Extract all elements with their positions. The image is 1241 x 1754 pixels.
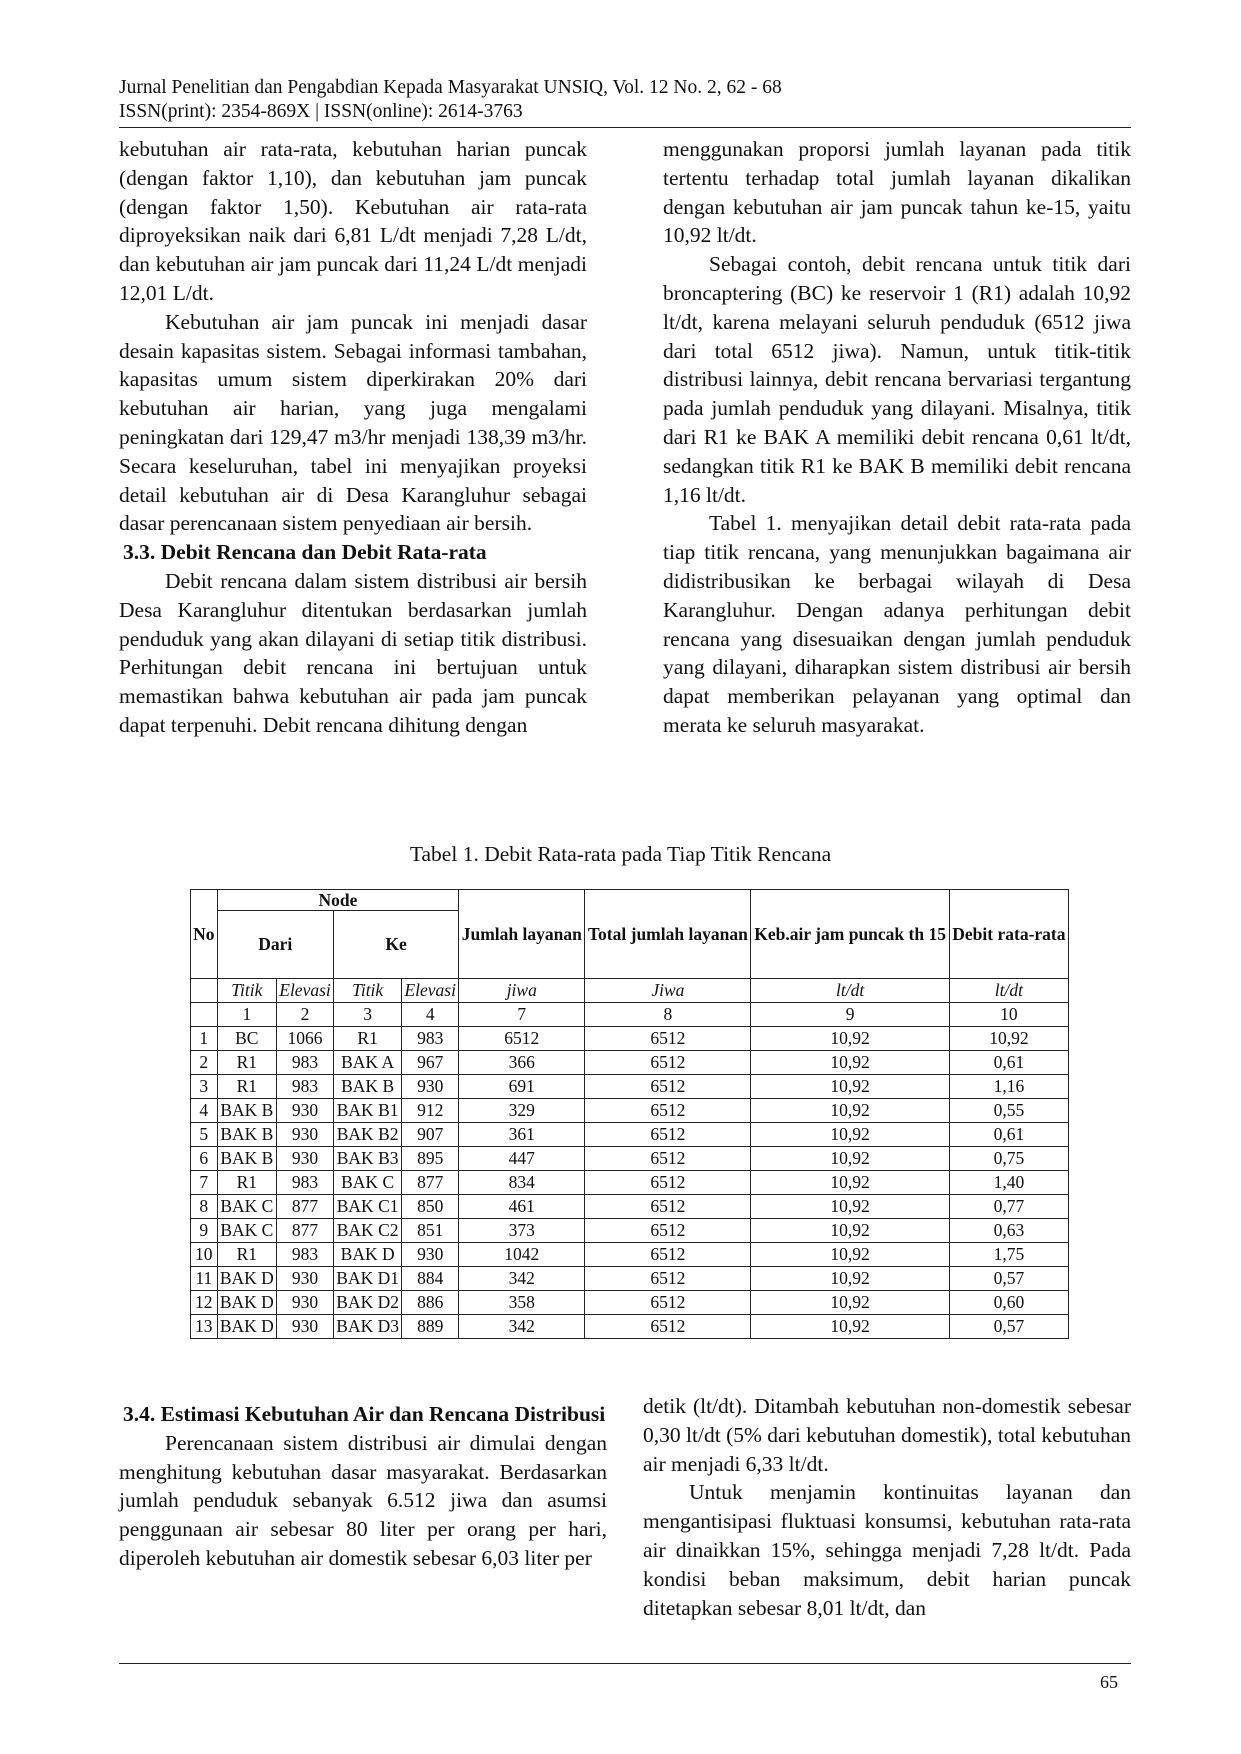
table-row (191, 1099, 1069, 1123)
table-cell: 930 (277, 1315, 334, 1339)
table-cell: BAK D (217, 1267, 276, 1291)
table-row (191, 1195, 1069, 1219)
table-cell: R1 (334, 1027, 402, 1051)
column-number: 8 (585, 1003, 751, 1027)
table-cell: 1066 (277, 1027, 334, 1051)
table-cell: BAK C (217, 1219, 276, 1243)
table-cell: 366 (459, 1051, 585, 1075)
table-row (191, 1051, 1069, 1075)
column-number: 2 (277, 1003, 334, 1027)
table-cell: 930 (402, 1243, 459, 1267)
table-cell: 983 (277, 1171, 334, 1195)
table-cell: 0,55 (949, 1099, 1068, 1123)
table-cell: BAK D (334, 1243, 402, 1267)
table-cell: R1 (217, 1243, 276, 1267)
table-cell: 983 (402, 1027, 459, 1051)
table-cell: 10,92 (751, 1123, 949, 1147)
table-cell: 0,57 (949, 1315, 1068, 1339)
table-cell: 930 (277, 1291, 334, 1315)
column-number: 7 (459, 1003, 585, 1027)
table-cell: 6512 (585, 1171, 751, 1195)
header-keb-air: Keb.air jam puncak th 15 (751, 890, 949, 979)
table-cell: BAK C2 (334, 1219, 402, 1243)
table-cell: 2 (191, 1051, 218, 1075)
table-cell: BC (217, 1027, 276, 1051)
section-heading-3-4: 3.4. Estimasi Kebutuhan Air dan Rencana Distribusi (123, 1402, 606, 1426)
table-cell: 10,92 (751, 1219, 949, 1243)
column-number: 1 (217, 1003, 276, 1027)
table-cell: 983 (277, 1075, 334, 1099)
header-rule (119, 127, 1131, 128)
paragraph: Untuk menjamin kontinuitas layanan dan mengantisipasi fluktuasi konsumsi, kebutuhan rata-rata air dinaikkan 15%, sehingga menjadi 7,28 lt/dt. Pada kondisi beban maksimum, debit harian puncak ditetapkan sebesar 8,01 lt/dt, dan (643, 1480, 1131, 1620)
table-cell: 886 (402, 1291, 459, 1315)
debit-table (190, 889, 1069, 1339)
table-cell: 6512 (585, 1267, 751, 1291)
table-cell: 983 (277, 1051, 334, 1075)
table-cell: 877 (277, 1219, 334, 1243)
table-cell: 877 (402, 1171, 459, 1195)
table-cell: 10,92 (751, 1171, 949, 1195)
table-cell: 10,92 (751, 1243, 949, 1267)
paragraph: Perencanaan sistem distribusi air dimulai dengan menghitung kebutuhan dasar masyarakat. Berdasarkan jumlah penduduk sebanyak 6.512 jiwa dan asumsi penggunaan air sebesar 80 liter per orang per hari, diperoleh kebutuhan air domestik sebesar 6,03 liter per (119, 1430, 607, 1570)
paragraph: Kebutuhan air jam puncak ini menjadi dasar desain kapasitas sistem. Sebagai informasi tambahan, kapasitas umum sistem diperkirakan 20% dari kebutuhan air harian, yang juga mengalami peningkatan dari 129,47 m3/hr menjadi 138,39 m3/hr. Secara keseluruhan, tabel ini menyajikan proyeksi detail kebutuhan air di Desa Karangluhur sebagai dasar perencanaan sistem penyediaan air bersih. (119, 309, 587, 536)
table-cell: 1042 (459, 1243, 585, 1267)
journal-issn: ISSN(print): 2354-869X | ISSN(online): 2614-3763 (119, 101, 523, 122)
table-cell: 895 (402, 1147, 459, 1171)
unit-cell: Jiwa (585, 979, 751, 1003)
table-cell: 0,63 (949, 1219, 1068, 1243)
table-cell: 10,92 (949, 1027, 1068, 1051)
table-cell: 983 (277, 1243, 334, 1267)
table-cell: 6512 (585, 1027, 751, 1051)
table-row (191, 1075, 1069, 1099)
header-total-layanan: Total jumlah layanan (585, 890, 751, 979)
table-row (191, 1123, 1069, 1147)
table-row (191, 1243, 1069, 1267)
table-cell: 6512 (459, 1027, 585, 1051)
table-row (191, 1267, 1069, 1291)
table-cell: BAK C (217, 1195, 276, 1219)
table-cell: R1 (217, 1051, 276, 1075)
table-cell: BAK A (334, 1051, 402, 1075)
table-cell: BAK B (334, 1075, 402, 1099)
unit-cell: Titik (334, 979, 402, 1003)
paragraph: Tabel 1. menyajikan detail debit rata-rata pada tiap titik rencana, yang menunjukkan bagaimana air didistribusikan ke berbagai wilayah di Desa Karangluhur. Dengan adanya perhitungan debit rencana yang disesuaikan dengan jumlah penduduk yang dilayani, diharapkan sistem distribusi air bersih dapat memberikan pelayanan yang optimal dan merata ke seluruh masyarakat. (663, 511, 1131, 737)
left-column-top (119, 135, 587, 740)
table-cell: 10,92 (751, 1291, 949, 1315)
table-cell: 0,75 (949, 1147, 1068, 1171)
table-cell: 889 (402, 1315, 459, 1339)
header-node: Node (217, 890, 459, 911)
table-cell: 10,92 (751, 1099, 949, 1123)
table-cell: 461 (459, 1195, 585, 1219)
column-number: 4 (402, 1003, 459, 1027)
table-cell: 6512 (585, 1123, 751, 1147)
table-cell: R1 (217, 1075, 276, 1099)
table-caption: Tabel 1. Debit Rata-rata pada Tiap Titik Rencana (409, 842, 832, 866)
table-cell: BAK B1 (334, 1099, 402, 1123)
unit-cell: Titik (217, 979, 276, 1003)
table-cell: 373 (459, 1219, 585, 1243)
table-cell: 342 (459, 1267, 585, 1291)
table-cell: 6512 (585, 1219, 751, 1243)
table-cell: 6512 (585, 1075, 751, 1099)
table-cell: 0,57 (949, 1267, 1068, 1291)
table-cell: 930 (277, 1147, 334, 1171)
right-column-bottom (643, 1392, 1131, 1622)
table-row (191, 1171, 1069, 1195)
table-body (191, 979, 1069, 1339)
running-header (119, 76, 782, 124)
table-cell: 4 (191, 1099, 218, 1123)
table-cell: 6512 (585, 1195, 751, 1219)
table-cell: 10,92 (751, 1315, 949, 1339)
table-cell: 7 (191, 1171, 218, 1195)
table-row (191, 1147, 1069, 1171)
table-cell: 930 (277, 1267, 334, 1291)
table-cell: BAK D (217, 1315, 276, 1339)
table-row (191, 1291, 1069, 1315)
left-column-bottom (119, 1400, 607, 1573)
table-row (191, 1027, 1069, 1051)
table-cell: 10,92 (751, 1075, 949, 1099)
table-cell: 912 (402, 1099, 459, 1123)
table-cell: 10 (191, 1243, 218, 1267)
table-cell: 0,60 (949, 1291, 1068, 1315)
table-cell: 6512 (585, 1243, 751, 1267)
units-row (191, 979, 1069, 1003)
table-cell: BAK D2 (334, 1291, 402, 1315)
table-cell: 691 (459, 1075, 585, 1099)
table-cell: R1 (217, 1171, 276, 1195)
paragraph: Debit rencana dalam sistem distribusi air bersih Desa Karangluhur ditentukan berdasarkan jumlah penduduk yang akan dilayani di setiap titik distribusi. Perhitungan debit rencana ini bertujuan untuk memastikan bahwa kebutuhan air pada jam puncak dapat terpenuhi. Debit rencana dihitung dengan (119, 568, 587, 737)
table-cell: 9 (191, 1219, 218, 1243)
table-cell: 0,61 (949, 1123, 1068, 1147)
table-cell: 361 (459, 1123, 585, 1147)
header-jumlah-layanan: Jumlah layanan (459, 890, 585, 979)
table-cell: 342 (459, 1315, 585, 1339)
table-cell: 6512 (585, 1147, 751, 1171)
table-cell: 930 (402, 1075, 459, 1099)
table-cell: 850 (402, 1195, 459, 1219)
table-cell: BAK D1 (334, 1267, 402, 1291)
table-cell: 930 (277, 1099, 334, 1123)
table-cell: 12 (191, 1291, 218, 1315)
unit-cell: lt/dt (751, 979, 949, 1003)
column-number: 9 (751, 1003, 949, 1027)
table-cell: 930 (277, 1123, 334, 1147)
column-number-row (191, 1003, 1069, 1027)
table-cell: 10,92 (751, 1195, 949, 1219)
table-cell: 6512 (585, 1051, 751, 1075)
table-cell: 6512 (585, 1291, 751, 1315)
table-cell: 5 (191, 1123, 218, 1147)
table-cell: 447 (459, 1147, 585, 1171)
table-cell: 13 (191, 1315, 218, 1339)
footer-rule (119, 1663, 1131, 1664)
table-cell: 6 (191, 1147, 218, 1171)
paragraph: Sebagai contoh, debit rencana untuk titik dari broncaptering (BC) ke reservoir 1 (R1) adalah 10,92 lt/dt, karena melayani seluruh penduduk (6512 jiwa dari total 6512 jiwa). Namun, untuk titik-titik distribusi lainnya, debit rencana bervariasi tergantung pada jumlah penduduk yang dilayani. Misalnya, titik dari R1 ke BAK A memiliki debit rencana 0,61 lt/dt, sedangkan titik R1 ke BAK B memiliki debit rencana 1,16 lt/dt. (663, 252, 1131, 507)
unit-cell: Elevasi (402, 979, 459, 1003)
table-cell: 0,77 (949, 1195, 1068, 1219)
table-cell: 3 (191, 1075, 218, 1099)
journal-title: Jurnal Penelitian dan Pengabdian Kepada Masyarakat UNSIQ, Vol. 12 No. 2, 62 - 68 (119, 77, 782, 98)
header-ke: Ke (334, 911, 459, 979)
section-heading-3-3: 3.3. Debit Rencana dan Debit Rata-rata (123, 540, 487, 565)
table-cell: 6512 (585, 1099, 751, 1123)
table-cell: BAK C1 (334, 1195, 402, 1219)
column-number: 10 (949, 1003, 1068, 1027)
table-cell: 0,61 (949, 1051, 1068, 1075)
page-number: 65 (1100, 1672, 1118, 1692)
table-cell: 884 (402, 1267, 459, 1291)
table-cell: 10,92 (751, 1027, 949, 1051)
table-cell: 851 (402, 1219, 459, 1243)
table-cell: 1,40 (949, 1171, 1068, 1195)
paragraph: kebutuhan air rata-rata, kebutuhan harian puncak (dengan faktor 1,10), dan kebutuhan jam puncak (dengan faktor 1,50). Kebutuhan air rata-rata diproyeksikan naik dari 6,81 L/dt menjadi 7,28 L/dt, dan kebutuhan air jam puncak dari 11,24 L/dt menjadi 12,01 L/dt. (119, 137, 587, 305)
table-cell: 10,92 (751, 1147, 949, 1171)
table-cell: BAK B (217, 1099, 276, 1123)
table-cell: 1,75 (949, 1243, 1068, 1267)
header-dari: Dari (217, 911, 333, 979)
header-debit: Debit rata-rata (949, 890, 1068, 979)
unit-cell: Elevasi (277, 979, 334, 1003)
right-column-top (663, 135, 1131, 740)
table-cell: 1,16 (949, 1075, 1068, 1099)
table-cell: 11 (191, 1267, 218, 1291)
table-row (191, 1219, 1069, 1243)
table-cell: 907 (402, 1123, 459, 1147)
table-cell: BAK B (217, 1123, 276, 1147)
table-cell: 329 (459, 1099, 585, 1123)
table-cell: 10,92 (751, 1267, 949, 1291)
table-row (191, 1315, 1069, 1339)
table-cell: BAK C (334, 1171, 402, 1195)
paragraph: menggunakan proporsi jumlah layanan pada titik tertentu terhadap total jumlah layanan dikalikan dengan kebutuhan air jam puncak tahun ke-15, yaitu 10,92 lt/dt. (663, 137, 1131, 248)
table-cell: 1 (191, 1027, 218, 1051)
unit-cell: lt/dt (949, 979, 1068, 1003)
header-no: No (191, 890, 218, 979)
table-cell: BAK D (217, 1291, 276, 1315)
table-cell: 877 (277, 1195, 334, 1219)
table-cell: 10,92 (751, 1051, 949, 1075)
unit-cell: jiwa (459, 979, 585, 1003)
table-cell: 834 (459, 1171, 585, 1195)
table-cell: BAK B2 (334, 1123, 402, 1147)
paragraph: detik (lt/dt). Ditambah kebutuhan non-domestik sebesar 0,30 lt/dt (5% dari kebutuhan domestik), total kebutuhan air menjadi 6,33 lt/dt. (643, 1394, 1131, 1476)
table-cell: BAK B (217, 1147, 276, 1171)
table-cell: 358 (459, 1291, 585, 1315)
column-number: 3 (334, 1003, 402, 1027)
table-cell: 8 (191, 1195, 218, 1219)
table-cell: BAK D3 (334, 1315, 402, 1339)
table-cell: 967 (402, 1051, 459, 1075)
table-cell: BAK B3 (334, 1147, 402, 1171)
table-cell: 6512 (585, 1315, 751, 1339)
